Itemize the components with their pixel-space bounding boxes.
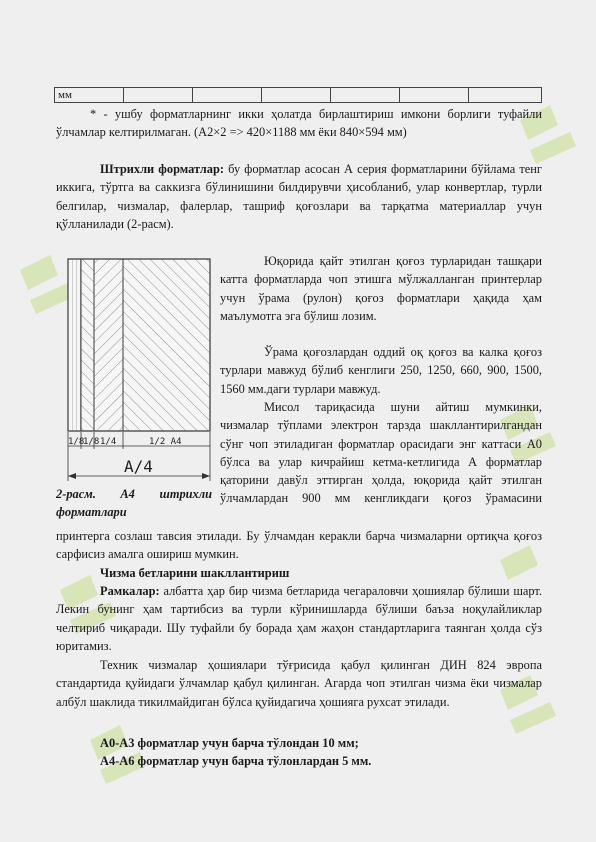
table-cell — [469, 88, 542, 103]
continued-text: принтерга созлаш тавсия этилади. Бу ўлчамдан керакли барча чизмаларни ортиқча қоғоз сарфисиз амалга ошириш мумкин. — [56, 529, 542, 562]
label-one-half: 1/2 A4 — [149, 437, 182, 447]
paragraph-misol-continued — [56, 527, 542, 564]
paragraph-yuqorida: Юқорида қайт этилган қоғоз турларидан ташқари катта форматларда чоп этишга мўлжалланган принтерлар учун ўрама (рулон) қоғоз форматлари ҳақида ҳам маълумотга эга бўлиш лозим. — [220, 254, 542, 323]
label-a4: A/4 — [124, 457, 153, 476]
format-table-last-row — [54, 87, 542, 103]
footnote: * - ушбу форматларнинг икки ҳолатда бирлаштириш имкони борлиги туфайли ўлчамлар келтирилмаган. (A2×2 => 420×1188 мм ёки 840×594 мм) — [56, 107, 542, 140]
table-cell — [400, 88, 469, 103]
caption-line: форматлари — [56, 505, 127, 520]
paragraph-ramkalar — [56, 582, 542, 655]
label-one-eighth: 1/8 — [68, 437, 85, 447]
label-one-quarter: 1/4 — [100, 437, 117, 447]
paragraph-orama: Ўрама қоғозлардан оддий оқ қоғоз ва калка қоғоз турлари мавжуд бўлиб кенглиги 250, 1250, 660, 900, 1500, 1560 мм.даги турлари мавжуд. — [220, 345, 542, 396]
table-cell: мм — [55, 88, 124, 103]
rule-a4-a6: А4-А6 форматлар учун барча тўлонлардан 5 мм. — [100, 754, 372, 768]
heading-chizma: Чизма бетларини шакллантириш — [100, 566, 290, 580]
paragraph-texnik: Техник чизмалар ҳошиялари тўғрисида қабул қилинган ДИН 824 эвропа стандартида қуйидаги ўлчамлар қабул қилинган. Агарда чоп этилган чизма ёки чизмалар албўл шаклида тикилмайдиган бўлса қуйидагича ҳошияга рухсат этилади. — [56, 658, 542, 709]
figure-caption — [56, 485, 212, 522]
paragraph-text: бу форматлар асосан А серия форматларини бўйлама тенг иккига, тўртга ва саккизга бўлинишини билдирувчи ҳисобланиб, улар конвертлар, турли белгилар, чизмалар, фалерлар, ташриф қоғозлари ва тарқатма материаллар учун қўлланилади (2-расм). — [56, 162, 543, 231]
table-row — [55, 88, 542, 103]
a4-shtrixli-figure — [56, 256, 214, 484]
bold-lead: Штрихли форматлар: — [100, 162, 224, 176]
table-cell — [124, 88, 193, 103]
caption-line: 2-расм. А4 штрихли — [56, 487, 212, 501]
table-cell — [193, 88, 262, 103]
paragraph-misol: Мисол тариқасида шуни айтиш мумкинки, чизмалар тўплами электрон тарзда шакллантирилгандан сўнг чоп этиладиган форматлар орасидаги энг каттаси А0 бўлса ва улар кичрайиш кетма-кетлигида А форматлар қаторини давўл эттирган ҳолда, юқорида қайт этилган ўлчамлардан 900 мм кенгликдаги қоғоз ўрамасини — [220, 400, 542, 506]
table-cell — [262, 88, 331, 103]
bold-lead: Рамкалар: — [100, 584, 160, 598]
rule-a0-a3: А0-А3 форматлар учун барча тўлондан 10 мм; — [100, 736, 359, 750]
table-cell — [331, 88, 400, 103]
label-one-eighth-b: 1/8 — [83, 437, 100, 447]
paragraph-text: албатта ҳар бир чизма бетларида чегараловчи ҳошиялар бўлиши шарт. Лекин бунинг ҳам тартибсиз ва турли кўринишларда бўлиши баъза ноқулайликлар челтириб чиқаради. Шу туфайли бу борада ҳам жаҳон стандартларига таянган ҳолда сўз юритамиз. — [56, 584, 542, 653]
paragraph-shtrixli — [56, 160, 542, 233]
